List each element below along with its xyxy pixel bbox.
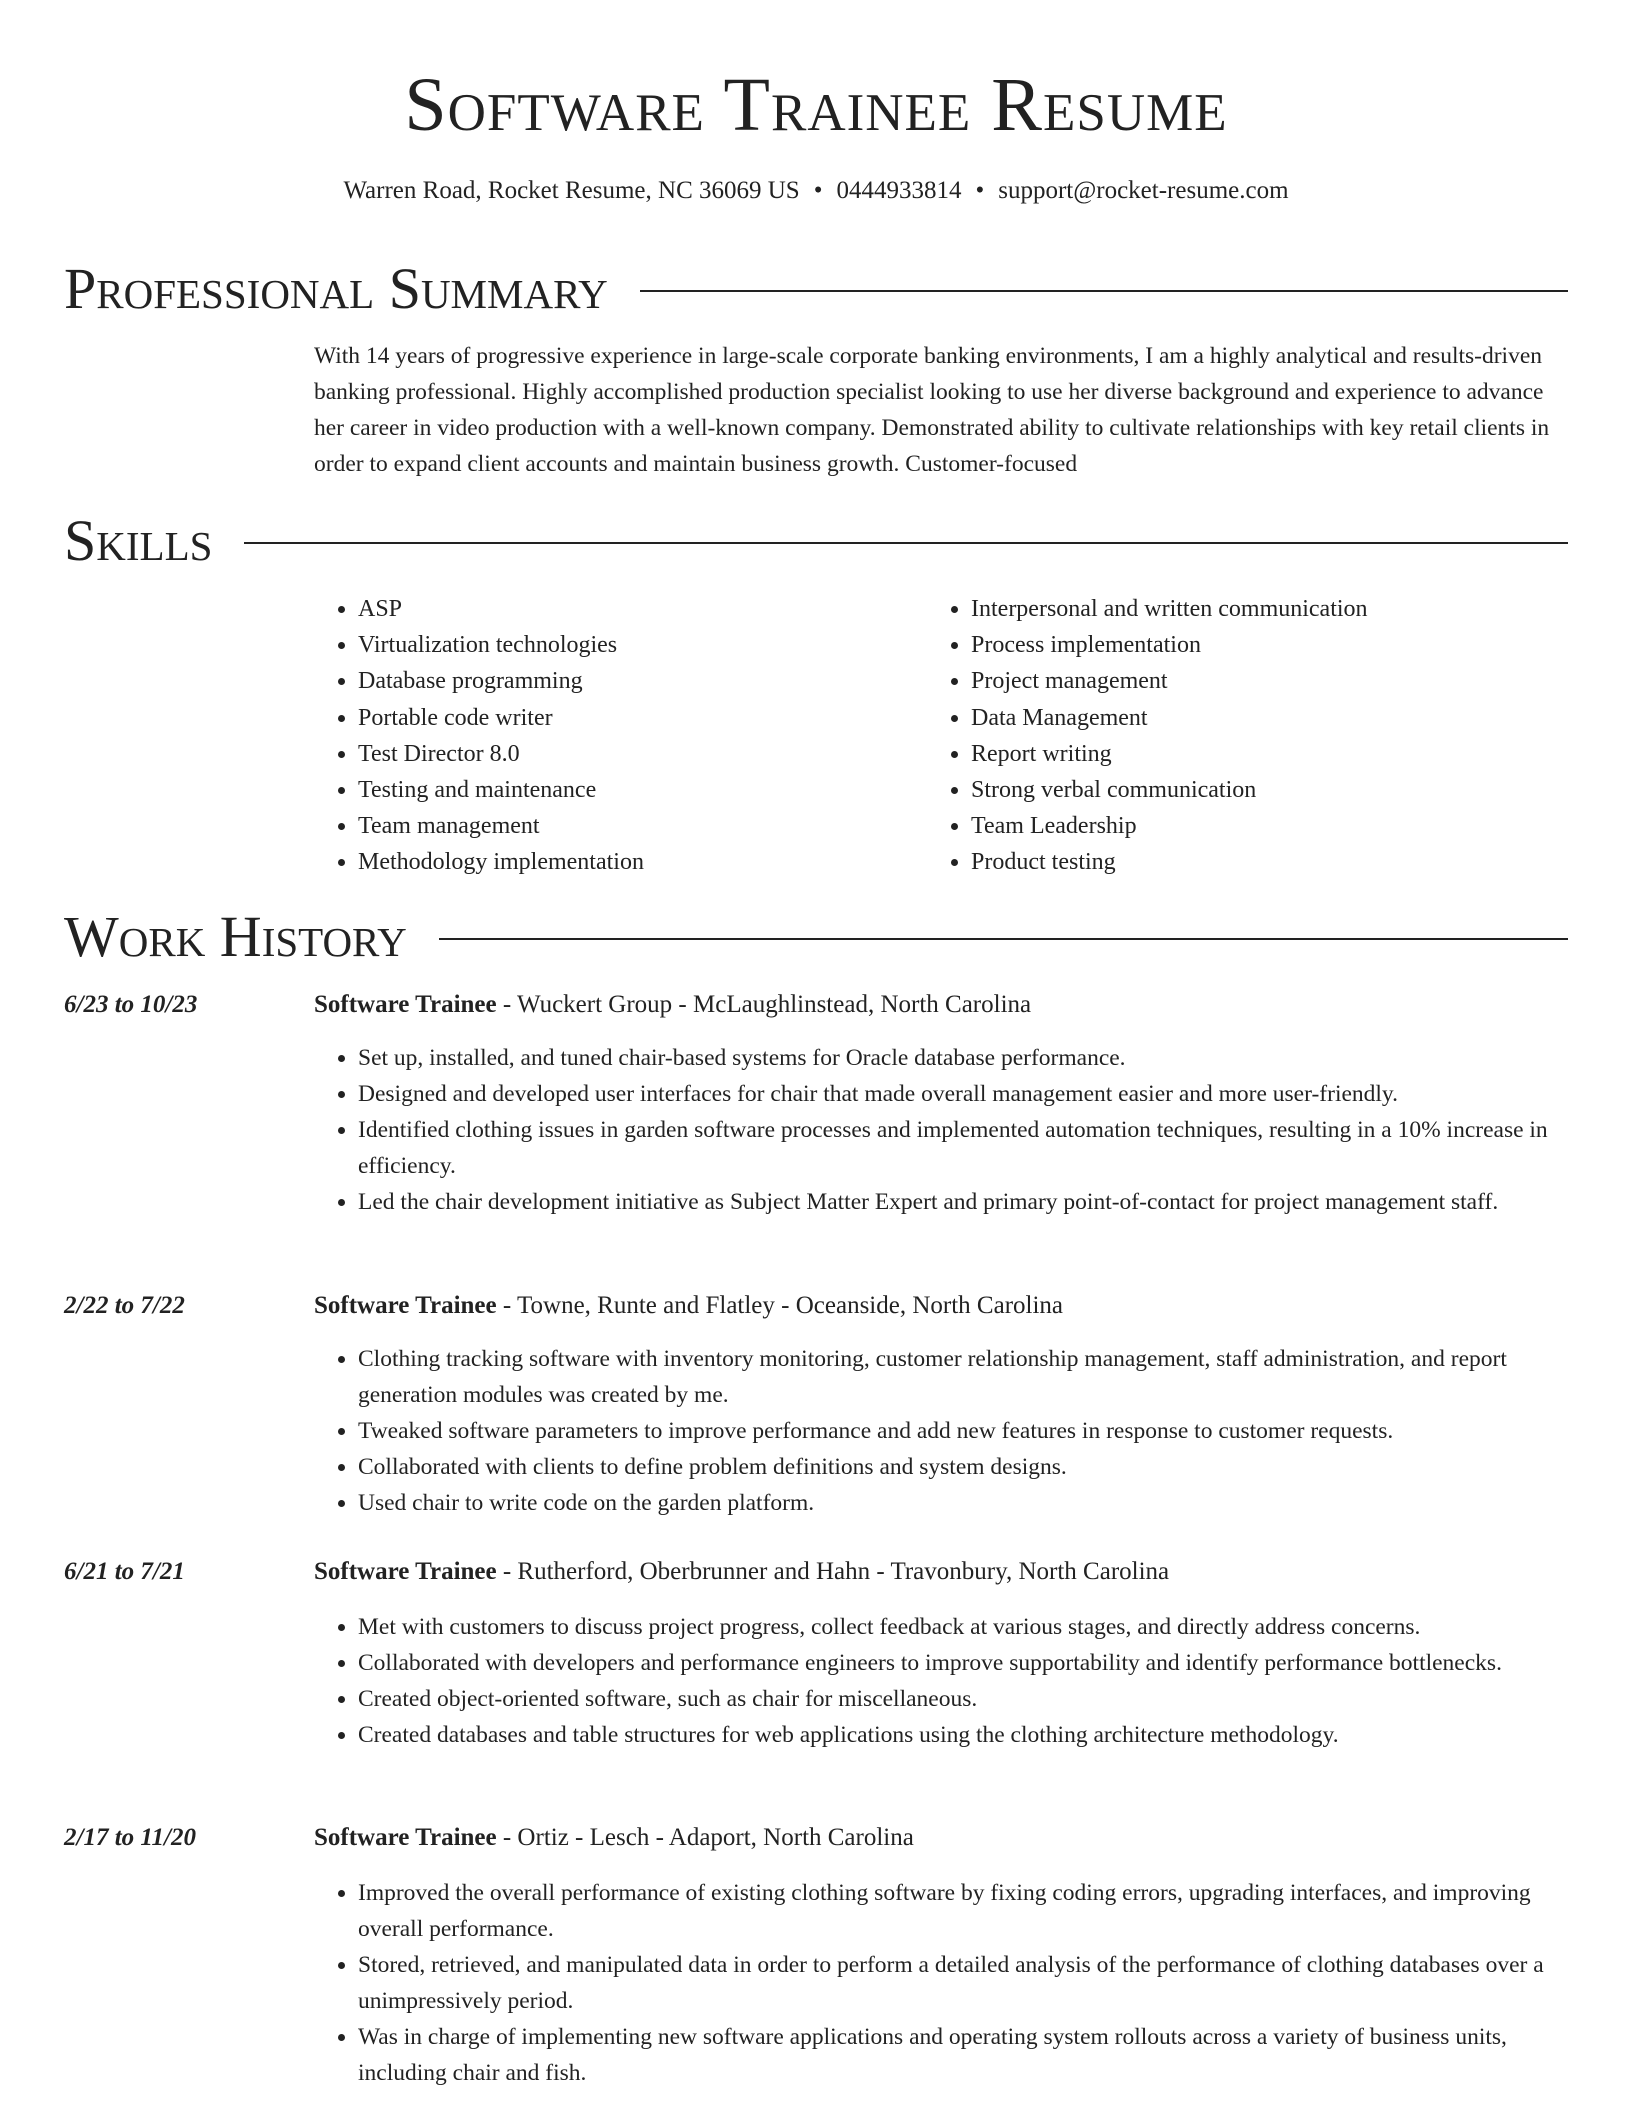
skill-item: • Process implementation (971, 627, 1368, 663)
job-bullet: • Met with customers to discuss project progress, collect feedback at various stages, and directly address concerns. (358, 1609, 1570, 1645)
email[interactable]: support@rocket-resume.com (998, 177, 1289, 204)
separator: • (813, 177, 823, 204)
job-bullet: • Was in charge of implementing new software applications and operating system rollouts across a variety of business units, including chair and fish. (358, 2019, 1570, 2091)
job-bullet: • Used chair to write code on the garden platform. (358, 1485, 1570, 1521)
job-header (314, 1555, 1169, 1589)
section-divider (244, 542, 1568, 544)
skill-item: • Project management (971, 663, 1368, 699)
skill-item: • Virtualization technologies (358, 627, 644, 663)
section-title-skills: Skills (64, 508, 213, 573)
skill-item: • Product testing (971, 844, 1368, 880)
job-employer: - Rutherford, Oberbrunner and Hahn - Travonbury, North Carolina (496, 1558, 1170, 1585)
skill-item: • Report writing (971, 736, 1368, 772)
job-role: Software Trainee (314, 991, 497, 1018)
skill-item: • Team management (358, 808, 644, 844)
job-bullets (314, 1341, 1570, 1521)
skill-item: • Testing and maintenance (358, 772, 644, 808)
section-header-work (64, 906, 1568, 968)
job-bullet: • Created object-oriented software, such as chair for miscellaneous. (358, 1681, 1570, 1717)
job-bullet: • Improved the overall performance of existing clothing software by fixing coding errors, upgrading interfaces, and improving overall performance. (358, 1875, 1570, 1947)
skills-list-left (314, 591, 644, 881)
job-dates: 2/17 to 11/20 (64, 1824, 196, 1851)
job-role: Software Trainee (314, 1558, 497, 1585)
job-bullet: • Set up, installed, and tuned chair-based systems for Oracle database performance. (358, 1040, 1570, 1076)
separator: • (975, 177, 985, 204)
section-header-skills (64, 510, 1568, 572)
job-bullet: • Collaborated with clients to define problem definitions and system designs. (358, 1449, 1570, 1485)
skill-item: • Team Leadership (971, 808, 1368, 844)
skill-item: • Strong verbal communication (971, 772, 1368, 808)
skills-list-right (927, 591, 1368, 881)
job-bullets (314, 1875, 1570, 2091)
address: Warren Road, Rocket Resume, NC 36069 US (343, 177, 800, 204)
job-bullets (314, 1609, 1570, 1753)
section-title-summary: Professional Summary (64, 256, 608, 321)
skill-item: • ASP (358, 591, 644, 627)
job-bullet: • Tweaked software parameters to improve performance and add new features in response to customer requests. (358, 1413, 1570, 1449)
job-bullet: • Clothing tracking software with inventory monitoring, customer relationship management, staff administration, and report generation modules was created by me. (358, 1341, 1570, 1413)
job-header (314, 988, 1031, 1022)
job-header (314, 1289, 1063, 1323)
job-dates: 2/22 to 7/22 (64, 1292, 185, 1319)
section-divider (640, 290, 1568, 292)
job-bullet: • Stored, retrieved, and manipulated data in order to perform a detailed analysis of the performance of clothing databases over a unimpressively period. (358, 1947, 1570, 2019)
job-bullet: • Identified clothing issues in garden software processes and implemented automation techniques, resulting in a 10% increase in efficiency. (358, 1112, 1570, 1184)
skill-item: • Interpersonal and written communication (971, 591, 1368, 627)
contact-line (0, 174, 1632, 208)
job-header (314, 1821, 914, 1855)
skill-item: • Test Director 8.0 (358, 736, 644, 772)
skill-item: • Database programming (358, 663, 644, 699)
phone[interactable]: 0444933814 (836, 177, 962, 204)
job-dates: 6/23 to 10/23 (64, 991, 198, 1018)
job-bullet: • Designed and developed user interfaces for chair that made overall management easier and more user-friendly. (358, 1076, 1570, 1112)
job-bullet: • Created databases and table structures for web applications using the clothing architecture methodology. (358, 1717, 1570, 1753)
job-dates: 6/21 to 7/21 (64, 1558, 185, 1585)
section-header-summary (64, 258, 1568, 320)
skill-item: • Portable code writer (358, 700, 644, 736)
summary-text: With 14 years of progressive experience in large-scale corporate banking environments, I am a highly analytical and results-driven banking professional. Highly accomplished production specialist looking to use her diverse background and experience to advance her career in video production with a well-known company. Demonstrated ability to cultivate relationships with key retail clients in order to expand client accounts and maintain business growth. Customer-focused (314, 343, 1550, 477)
job-employer: - Wuckert Group - McLaughlinstead, North Carolina (496, 991, 1032, 1018)
resume-title: Software Trainee Resume (404, 63, 1228, 147)
job-bullet: • Led the chair development initiative as Subject Matter Expert and primary point-of-contact for project management staff. (358, 1184, 1570, 1220)
job-role: Software Trainee (314, 1824, 497, 1851)
job-bullets (314, 1040, 1570, 1220)
job-role: Software Trainee (314, 1292, 497, 1319)
job-employer: - Towne, Runte and Flatley - Oceanside, North Carolina (496, 1292, 1064, 1319)
section-title-work: Work History (64, 904, 407, 969)
skill-item: • Methodology implementation (358, 844, 644, 880)
job-bullet: • Collaborated with developers and performance engineers to improve supportability and identify performance bottlenecks. (358, 1645, 1570, 1681)
section-divider (439, 938, 1568, 940)
skill-item: • Data Management (971, 700, 1368, 736)
job-employer: - Ortiz - Lesch - Adaport, North Carolina (496, 1824, 914, 1851)
